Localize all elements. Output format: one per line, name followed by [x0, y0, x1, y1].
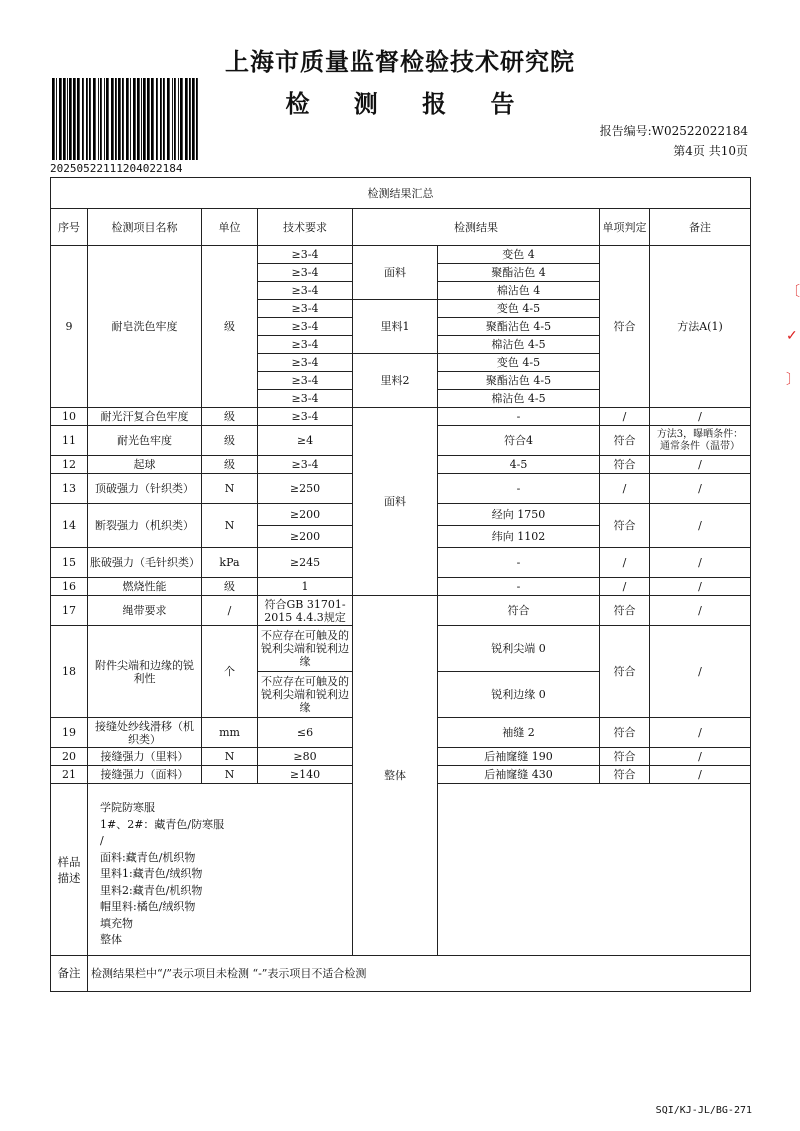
row13-no: 13 [51, 474, 88, 504]
row17-req: 符合GB 31701-2015 4.4.3规定 [258, 596, 353, 626]
sample-line: 学院防寒服 [100, 801, 155, 814]
barcode-bar [73, 78, 76, 160]
row16-remark: / [650, 578, 751, 596]
results-summary-table [50, 177, 751, 992]
barcode-bar [133, 78, 136, 160]
barcode-bar [59, 78, 62, 160]
barcode-bar [104, 78, 105, 160]
row15-item: 胀破强力（毛针织类） [88, 548, 202, 578]
barcode-bar [163, 78, 165, 160]
row9-result: 棉沾色 4-5 [438, 336, 600, 354]
row12-remark: / [650, 456, 751, 474]
row16-req: 1 [258, 578, 353, 596]
row14-unit: N [202, 504, 258, 548]
row9-result: 变色 4-5 [438, 300, 600, 318]
barcode-bar [100, 78, 102, 160]
row10-no: 10 [51, 408, 88, 426]
row12-result: 4-5 [438, 456, 600, 474]
barcode-bar [174, 78, 176, 160]
row9-req: ≥3-4 [258, 300, 353, 318]
row12-req: ≥3-4 [258, 456, 353, 474]
row20-unit: N [202, 748, 258, 766]
row9-req: ≥3-4 [258, 354, 353, 372]
form-code: SQI/KJ-JL/BG-271 [655, 1105, 752, 1116]
row21-item: 接缝强力（面料） [88, 766, 202, 784]
row15-verdict: / [600, 548, 650, 578]
whole-part-cell: 整体 [353, 596, 438, 956]
sample-description [88, 784, 751, 956]
row19-req: ≤6 [258, 718, 353, 748]
row11-result: 符合4 [438, 426, 600, 456]
row19-result: 袖缝 2 [438, 718, 600, 748]
note-label: 备注 [51, 956, 88, 992]
row18-item: 附件尖端和边缘的锐利性 [88, 626, 202, 718]
barcode-bar [126, 78, 129, 160]
barcode-bar [115, 78, 117, 160]
barcode-bar [137, 78, 140, 160]
col-header-requirement: 技术要求 [258, 209, 353, 246]
row13-unit: N [202, 474, 258, 504]
barcode-bar [156, 78, 158, 160]
row9-req: ≥3-4 [258, 246, 353, 264]
row9-result: 棉沾色 4 [438, 282, 600, 300]
note-text: 检测结果栏中“/”表示项目未检测 “-”表示项目不适合检测 [88, 956, 751, 992]
row18-req: 不应存在可触及的锐利尖端和锐利边缘 [258, 672, 353, 718]
row14-result: 纬向 1102 [438, 526, 600, 548]
barcode-bar [167, 78, 170, 160]
row9-part: 面料 [353, 246, 438, 300]
row10-req: ≥3-4 [258, 408, 353, 426]
sample-line: 里料1:藏青色/绒织物 [100, 867, 203, 880]
col-header-remark: 备注 [650, 209, 751, 246]
col-header-no: 序号 [51, 209, 88, 246]
barcode-bar [63, 78, 66, 160]
row13-verdict: / [600, 474, 650, 504]
barcode-bar [160, 78, 162, 160]
barcode-bar [141, 78, 142, 160]
row12-verdict: 符合 [600, 456, 650, 474]
sample-line: 里料2:藏青色/机织物 [100, 883, 203, 897]
row9-result: 聚酯沾色 4 [438, 264, 600, 282]
row9-req: ≥3-4 [258, 336, 353, 354]
row9-req: ≥3-4 [258, 372, 353, 390]
row21-verdict: 符合 [600, 766, 650, 784]
row15-req: ≥245 [258, 548, 353, 578]
row11-remark: 方法3，曝晒条件：通常条件（温带） [650, 426, 751, 456]
col-header-item: 检测项目名称 [88, 209, 202, 246]
row17-result: 符合 [438, 596, 600, 626]
barcode-bar [77, 78, 80, 160]
row9-result: 棉沾色 4-5 [438, 390, 600, 408]
row18-result: 锐利边缘 0 [438, 672, 600, 718]
row16-item: 燃烧性能 [88, 578, 202, 596]
row9-result: 聚酯沾色 4-5 [438, 318, 600, 336]
row15-no: 15 [51, 548, 88, 578]
barcode-number: 20250522111204022184 [50, 162, 183, 175]
row12-unit: 级 [202, 456, 258, 474]
row9-req: ≥3-4 [258, 282, 353, 300]
row17-verdict: 符合 [600, 596, 650, 626]
barcode-bar [93, 78, 96, 160]
table-section-title: 检测结果汇总 [51, 178, 751, 209]
row12-item: 起球 [88, 456, 202, 474]
fabric-part-cell: 面料 [353, 408, 438, 596]
row17-no: 17 [51, 596, 88, 626]
row15-remark: / [650, 548, 751, 578]
row19-item: 接缝处纱线滑移（机织类） [88, 718, 202, 748]
row9-no: 9 [51, 246, 88, 408]
sample-line: / [100, 834, 104, 847]
barcode-bar [172, 78, 173, 160]
row9-item: 耐皂洗色牢度 [88, 246, 202, 408]
barcode-bar [56, 78, 57, 160]
row17-item: 绳带要求 [88, 596, 202, 626]
row19-verdict: 符合 [600, 718, 650, 748]
row9-part: 里料1 [353, 300, 438, 354]
row10-unit: 级 [202, 408, 258, 426]
row18-unit: 个 [202, 626, 258, 718]
row13-result: - [438, 474, 600, 504]
row13-remark: / [650, 474, 751, 504]
col-header-verdict: 单项判定 [600, 209, 650, 246]
row12-no: 12 [51, 456, 88, 474]
institute-title: 上海市质量监督检验技术研究院 [225, 48, 575, 76]
row17-remark: / [650, 596, 751, 626]
barcode-bar [86, 78, 88, 160]
row9-remark: 方法A(1) [650, 246, 751, 408]
barcode-bar [130, 78, 131, 160]
row13-item: 顶破强力（针织类） [88, 474, 202, 504]
barcode-bar [52, 78, 55, 160]
sample-line: 面料:藏青色/机织物 [100, 850, 196, 864]
row11-unit: 级 [202, 426, 258, 456]
row20-verdict: 符合 [600, 748, 650, 766]
col-header-result: 检测结果 [353, 209, 600, 246]
row9-result: 变色 4 [438, 246, 600, 264]
row11-verdict: 符合 [600, 426, 650, 456]
row16-no: 16 [51, 578, 88, 596]
barcode-bar [143, 78, 146, 160]
barcode-bar [180, 78, 183, 160]
row14-req: ≥200 [258, 526, 353, 548]
row10-result: - [438, 408, 600, 426]
row18-no: 18 [51, 626, 88, 718]
row19-no: 19 [51, 718, 88, 748]
row9-result: 变色 4-5 [438, 354, 600, 372]
barcode-bar [118, 78, 121, 160]
barcode-bar [185, 78, 188, 160]
row9-req: ≥3-4 [258, 390, 353, 408]
row9-verdict: 符合 [600, 246, 650, 408]
barcode-bar [196, 78, 198, 160]
row19-remark: / [650, 718, 751, 748]
col-header-unit: 单位 [202, 209, 258, 246]
barcode-bar [69, 78, 72, 160]
row20-result: 后袖窿缝 190 [438, 748, 600, 766]
row20-remark: / [650, 748, 751, 766]
barcode-bar [178, 78, 179, 160]
row9-unit: 级 [202, 246, 258, 408]
barcode-bar [106, 78, 109, 160]
page-indicator: 第4页 共10页 [673, 144, 748, 158]
row11-item: 耐光色牢度 [88, 426, 202, 456]
document-type-title: 检 测 报 告 [285, 90, 533, 118]
row15-unit: kPa [202, 548, 258, 578]
row21-no: 21 [51, 766, 88, 784]
row20-no: 20 [51, 748, 88, 766]
barcode-bar [122, 78, 124, 160]
row21-unit: N [202, 766, 258, 784]
row18-remark: / [650, 626, 751, 718]
report-number: 报告编号:W02522022184 [599, 124, 748, 138]
row21-remark: / [650, 766, 751, 784]
row16-unit: 级 [202, 578, 258, 596]
row13-req: ≥250 [258, 474, 353, 504]
barcode-bar [151, 78, 154, 160]
barcode-bar [111, 78, 114, 160]
row21-req: ≥140 [258, 766, 353, 784]
barcode-bar [67, 78, 68, 160]
row14-item: 断裂强力（机织类） [88, 504, 202, 548]
row17-unit: / [202, 596, 258, 626]
row16-result: - [438, 578, 600, 596]
row9-part: 里料2 [353, 354, 438, 408]
row14-no: 14 [51, 504, 88, 548]
sample-label: 样品描述 [51, 784, 88, 956]
row14-remark: / [650, 504, 751, 548]
row18-req: 不应存在可触及的锐利尖端和锐利边缘 [258, 626, 353, 672]
row11-no: 11 [51, 426, 88, 456]
sample-line: 帽里料:橘色/绒织物 [100, 900, 196, 913]
row15-result: - [438, 548, 600, 578]
row14-verdict: 符合 [600, 504, 650, 548]
row20-item: 接缝强力（里料） [88, 748, 202, 766]
sample-line: 填充物 [100, 916, 133, 930]
row14-req: ≥200 [258, 504, 353, 526]
row20-req: ≥80 [258, 748, 353, 766]
row9-req: ≥3-4 [258, 318, 353, 336]
row10-item: 耐光汗复合色牢度 [88, 408, 202, 426]
barcode-bar [147, 78, 150, 160]
sample-line: 1#、2#：藏青色/防寒服 [100, 817, 225, 831]
row9-result: 聚酯沾色 4-5 [438, 372, 600, 390]
row16-verdict: / [600, 578, 650, 596]
row10-verdict: / [600, 408, 650, 426]
barcode-bar [82, 78, 84, 160]
barcode-bar [192, 78, 195, 160]
row21-result: 后袖窿缝 430 [438, 766, 600, 784]
row11-req: ≥4 [258, 426, 353, 456]
row18-verdict: 符合 [600, 626, 650, 718]
sample-line: 整体 [100, 933, 122, 946]
row10-remark: / [650, 408, 751, 426]
barcode-image [50, 78, 200, 160]
barcode-bar [98, 78, 99, 160]
row18-result: 锐利尖端 0 [438, 626, 600, 672]
row9-req: ≥3-4 [258, 264, 353, 282]
barcode-bar [89, 78, 91, 160]
seal-stamp-fragment: 〔 ✓ 〕 [786, 284, 800, 388]
row19-unit: mm [202, 718, 258, 748]
barcode-bar [189, 78, 191, 160]
row14-result: 经向 1750 [438, 504, 600, 526]
